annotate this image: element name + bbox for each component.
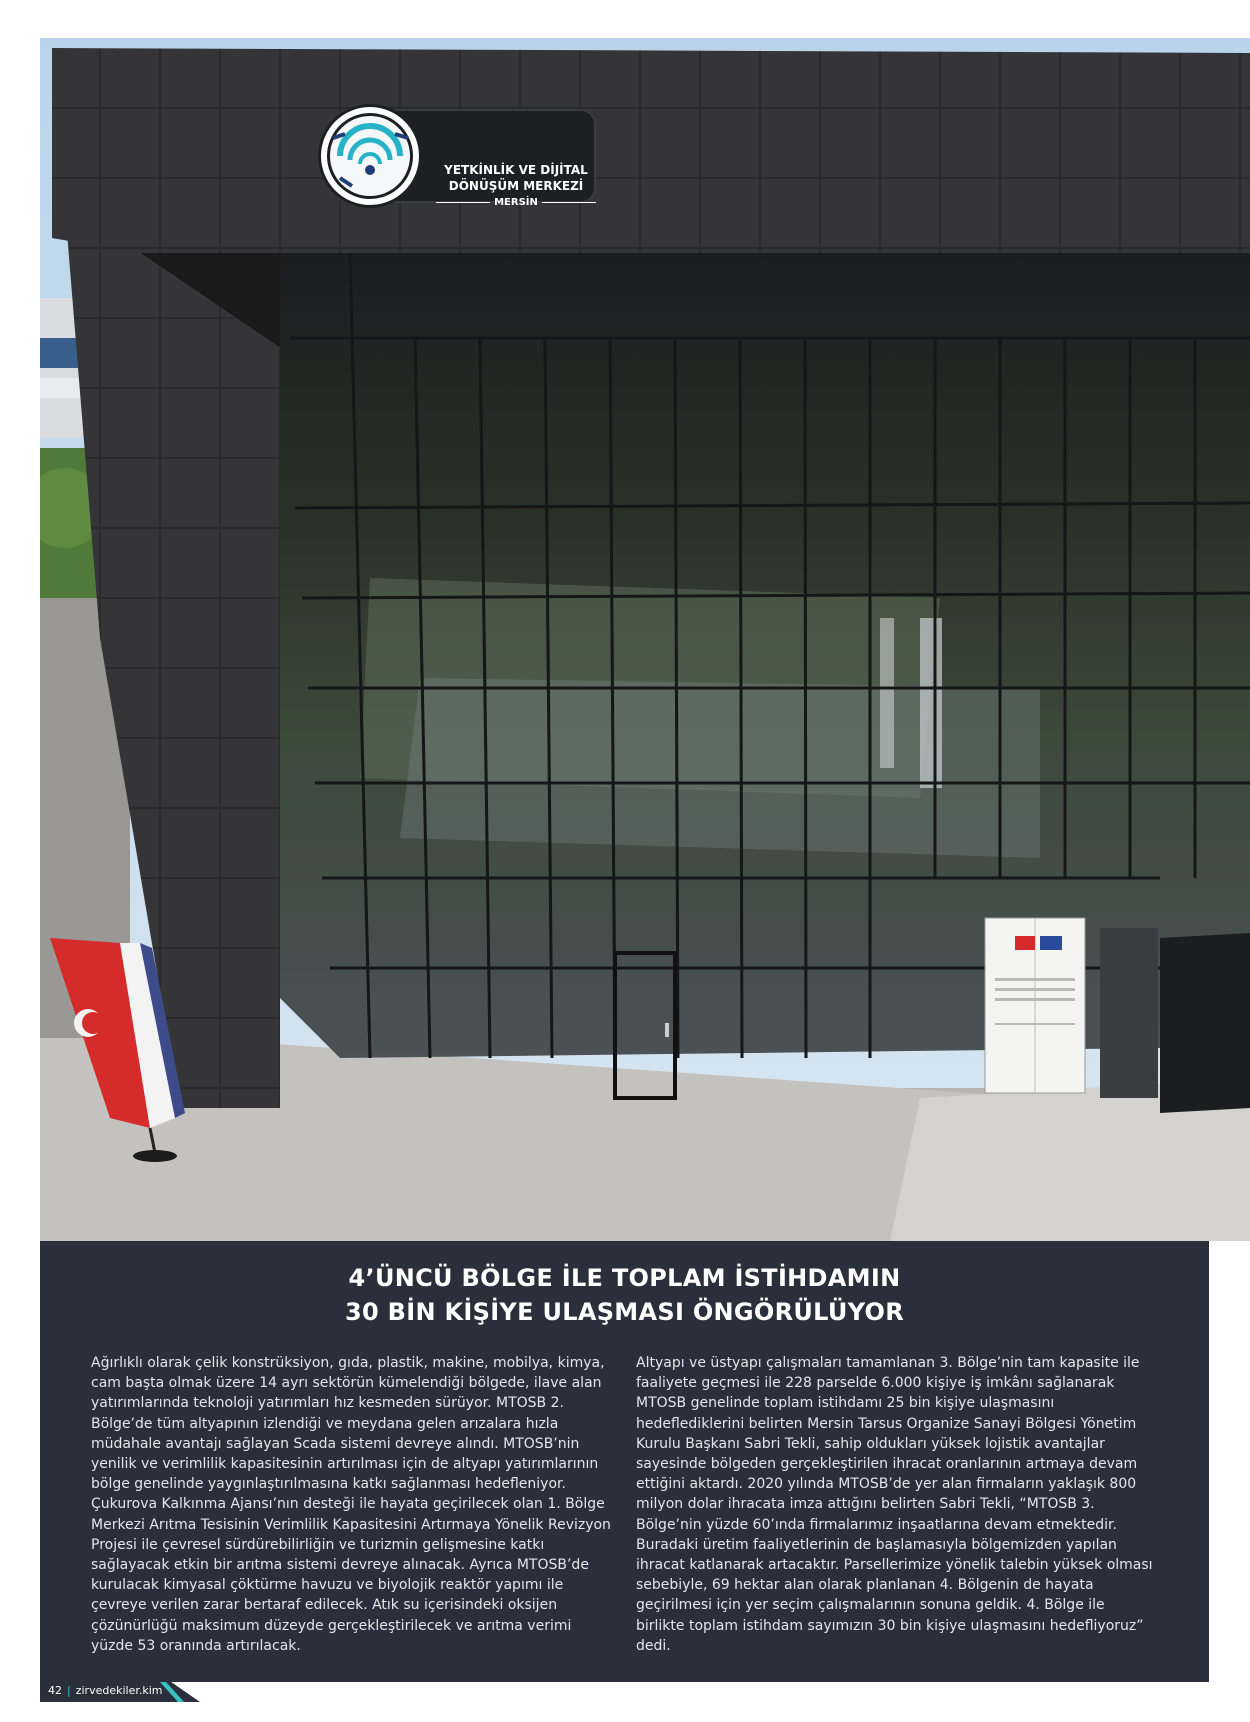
footer-separator: | — [67, 1684, 71, 1697]
headline-line-2: 30 BİN KİŞİYE ULAŞMASI ÖNGÖRÜLÜYOR — [344, 1298, 905, 1326]
article-column-right: Altyapı ve üstyapı çalışmaları tamamlanan 3. Bölge’nin tam kapasite ile faaliyete geçmesi ile 228 parselde 6.000 kişiye iş imkânı sağlanarak MTOSB genelinde toplam istihdamı 25 bin kişiye ulaşmasını hedeflediklerini belirten Mersin Tarsus Organize Sanayi Bölgesi Yönetim Kurulu Başkanı Sabri Tekli, sahip oldukları yüksek lojistik avantajlar sayesinde bölgeden gerçekleştirilen ihracat oranlarının artmaya devam ettiğini aktardı. 2020 yılında MTOSB’de yer alan firmaların yaklaşık 800 milyon dolar ihracata imza attığını belirten Sabri Tekli, “MTOSB 3. Bölge’nin yüzde 60’ında firmalarımız inşaatlarına devam etmektedir. Buradaki üretim faaliyetlerinin de başlamasıyla bölgemizden yapılan ihracat katlanarak artacaktır. Parsellerimize yönelik talebin yüksek olması sebebiyle, 69 hektar alan olarak planlanan 4. Bölgenin de hayata geçirilmesi için yer seçim çalışmalarının sonuna geldik. 4. Bölge ile birlikte toplam istihdam sayımızın 30 bin kişiye ulaşmasını hedefliyoruz” dedi. — [636, 1355, 1153, 1654]
sign-city: MERSİN — [494, 197, 538, 208]
article-column-left: Ağırlıklı olarak çelik konstrüksiyon, gıda, plastik, makine, mobilya, kimya, cam başta olmak üzere 14 ayrı sektörün kümelendiği bölgede, ilave alan yatırımlarında teknoloji yatırımları hız kesmeden sürüyor. MTOSB 2. Bölge’de tüm altyapının izlendiği ve meydana gelen arızalara hızla müdahale avantajı sağlayan Scada sistemi devreye alındı. MTOSB’nin yenilik ve verimlilik kapasitesinin artırılması için de altyapı yatırımlarının bölge genelinde yaygınlaştırılmasına katkı sağlanması hedefleniyor. Çukurova Kalkınma Ajansı’nın desteği ile hayata geçirilecek olan 1. Bölge Merkezi Arıtma Tesisinin Verimlilik Kapasitesini Artırmaya Yönelik Revizyon Projesi ile çevresel sürdürebilirliğin ve turizmin gelişmesine katkı sağlayacak etkin bir arıtma sistemi devreye alınacak. Ayrıca MTOSB’de kurulacak kimyasal çöktürme havuzu ve biyolojik reaktör yapımı ile çevreye verilen zarar bertaraf edilecek. Atık su içerisindeki oksijen çözünürlüğü maksimum düzeyde gerçekleştirilecek ve arıtma verimi yüzde 53 oranında artırılacak. — [91, 1355, 611, 1654]
page-number: 42 — [48, 1684, 62, 1697]
sign-text — [436, 162, 596, 208]
headline-line-1: 4’ÜNCÜ BÖLGE İLE TOPLAM İSTİHDAMIN — [348, 1264, 901, 1292]
footer-accent-icon — [160, 1682, 184, 1702]
building-illustration — [40, 38, 1250, 1241]
building-photo — [40, 38, 1250, 1241]
sign-line2: DÖNÜŞÜM MERKEZİ — [448, 179, 584, 193]
article-panel — [40, 1241, 1209, 1682]
article-headline — [40, 1261, 1209, 1329]
footer — [48, 1684, 163, 1697]
footer-site-link[interactable]: zirvedekiler.kim — [75, 1684, 163, 1697]
sign-line1: YETKİNLİK VE DİJİTAL — [444, 163, 588, 177]
